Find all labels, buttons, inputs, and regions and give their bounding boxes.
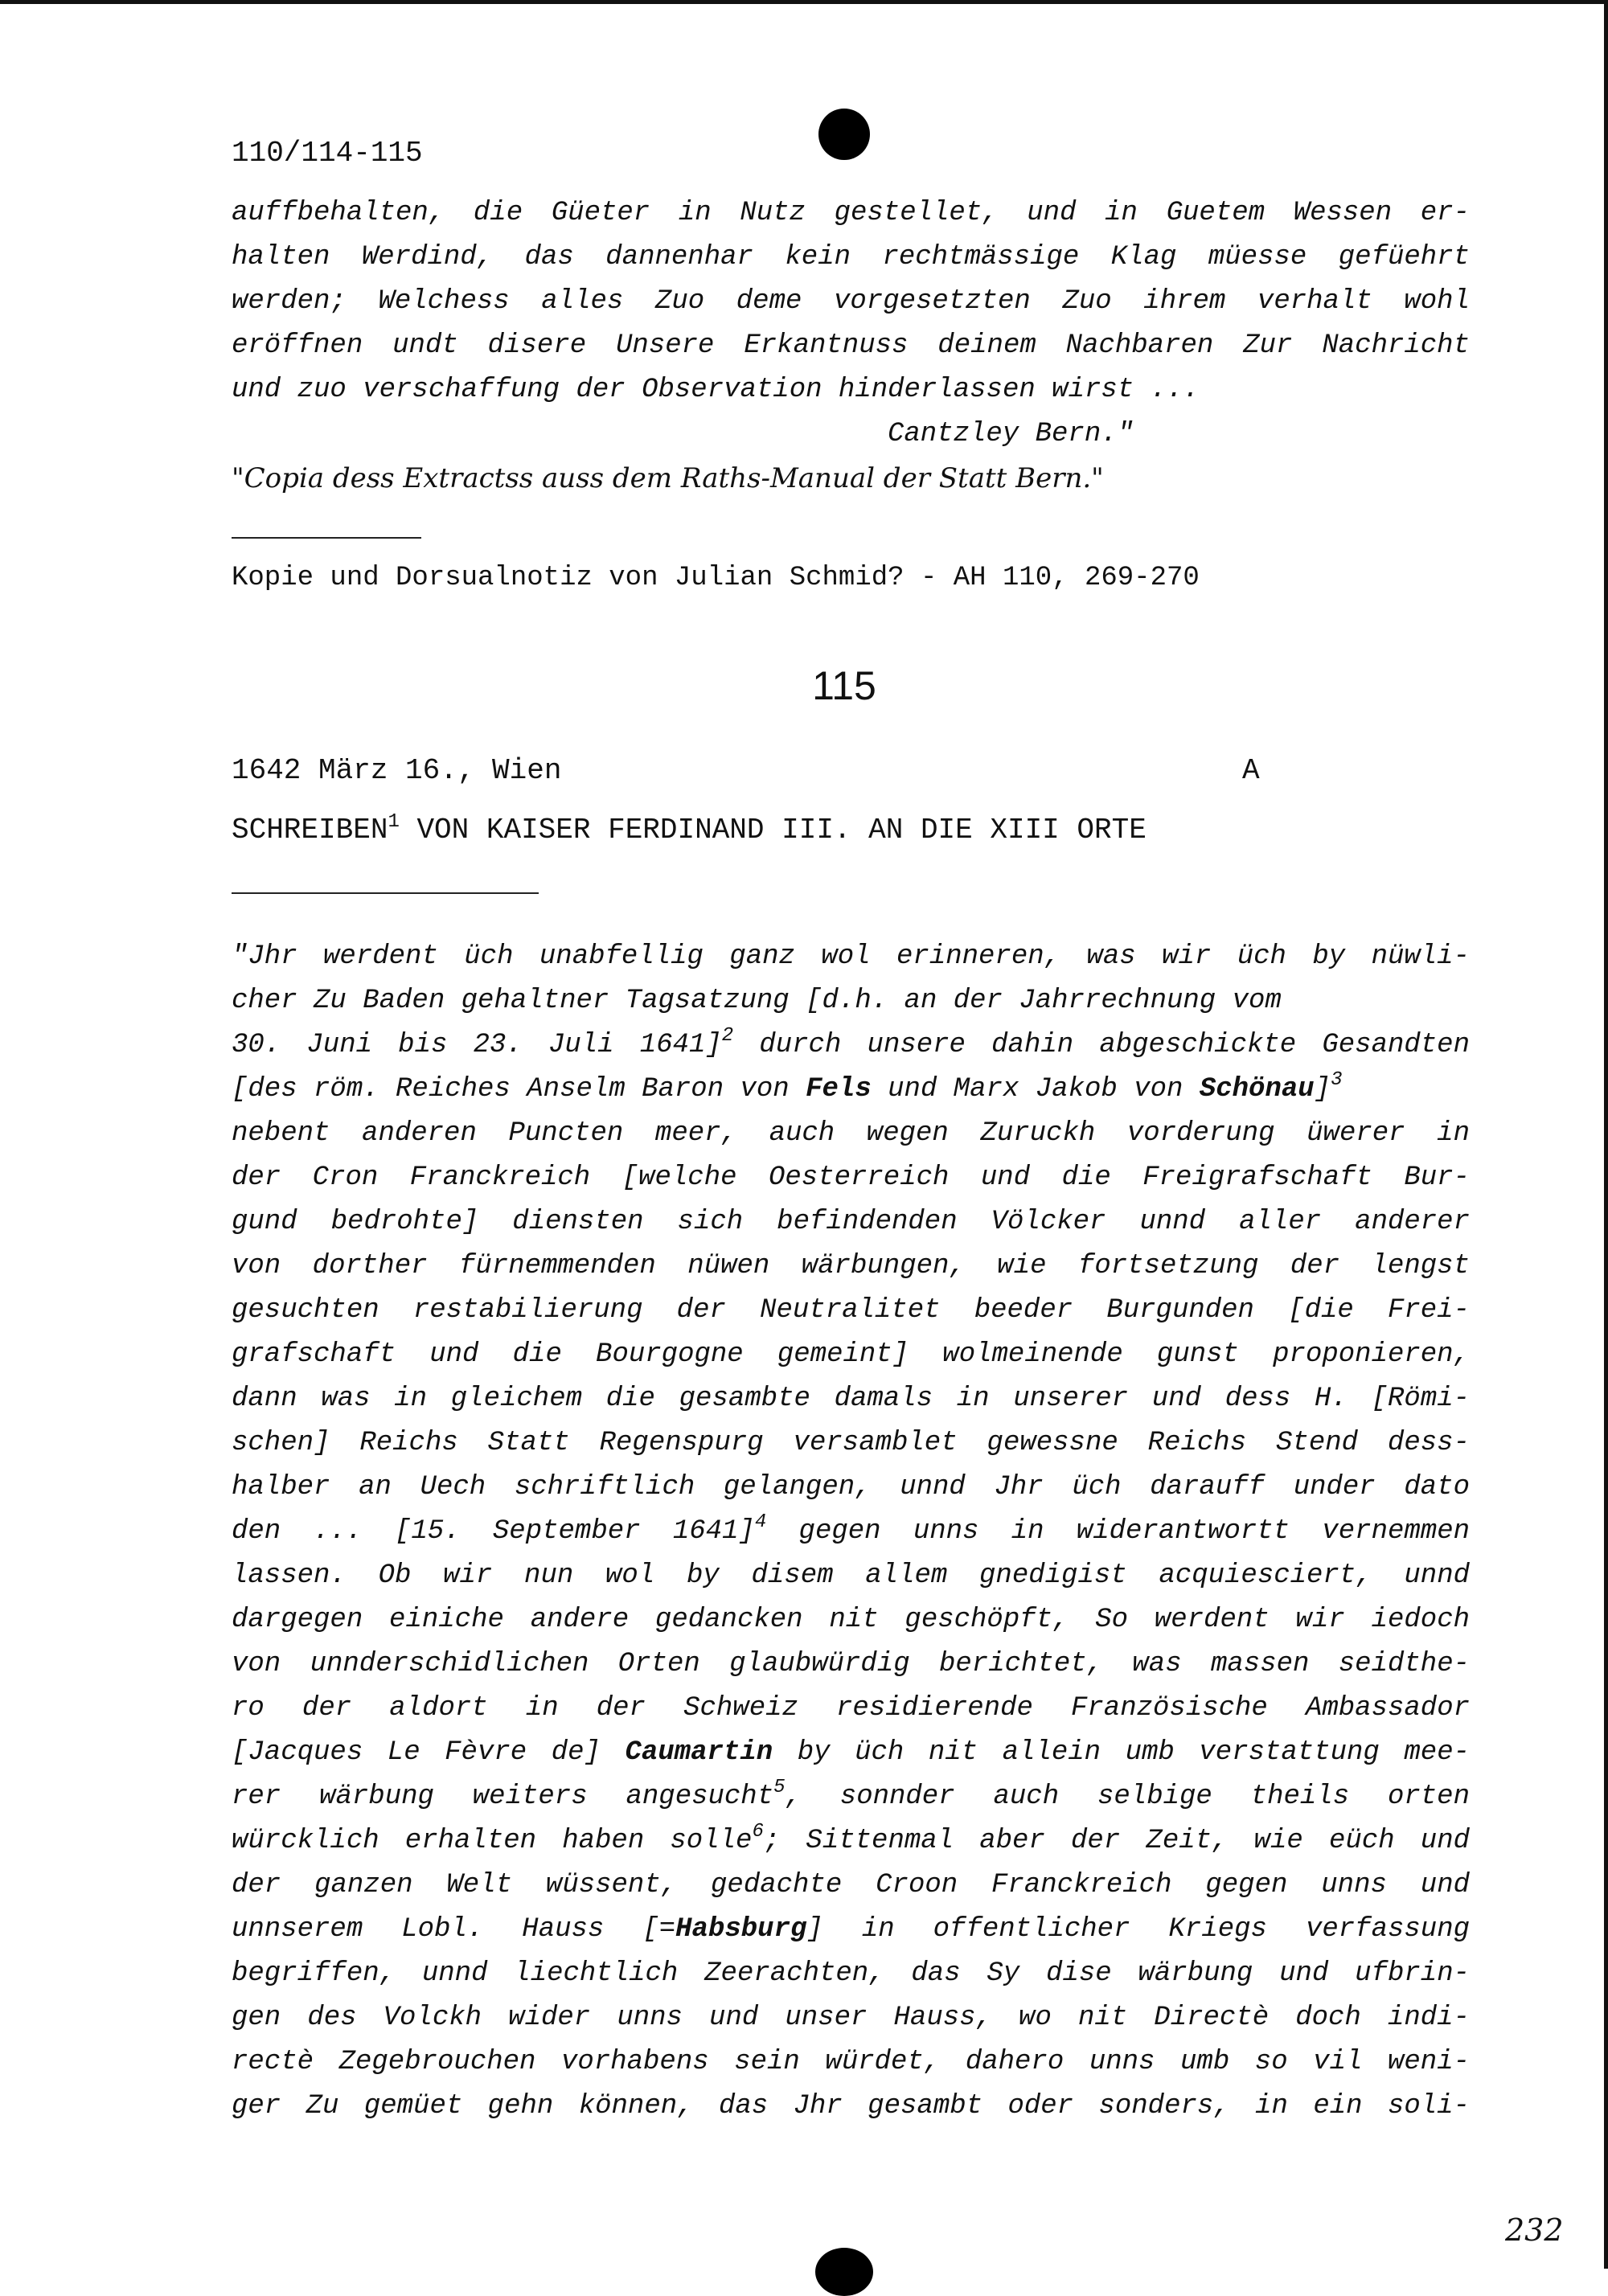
page-frame-right bbox=[1604, 0, 1608, 2269]
text-line: cher Zu Baden gehaltner Tagsatzung [d.h. an der Jahrrechnung vom bbox=[232, 986, 1282, 1016]
text-line: 30. Juni bis 23. Juli 1641]$^2$ durch unsere dahin abgeschickte Gesandten bbox=[232, 1025, 1470, 1060]
footnote-marker: 6 bbox=[752, 1821, 764, 1843]
text-line: von unnderschidlichen Orten glaubwürdig berichtet, was massen seidthe- bbox=[232, 1649, 1470, 1679]
text-line: ger Zu gemüet gehn können, das Jhr gesambt oder sonders, in ein soli- bbox=[232, 2091, 1470, 2122]
footnote-marker: 3 bbox=[1331, 1069, 1343, 1091]
page-frame-top bbox=[0, 0, 1608, 4]
text-line: begriffen, unnd liechtlich Zeerachten, das Sy dise wärbung und ufbrin- bbox=[232, 1958, 1470, 1989]
text-line: schen] Reichs Statt Regenspurg versamblet gewessne Reichs Stend dess- bbox=[232, 1428, 1470, 1458]
text-line: nebent anderen Puncten meer, auch wegen Zuruckh vorderung üwerer in bbox=[232, 1118, 1470, 1149]
text-line: dargegen einiche andere gedancken nit geschöpft, So werdent wir iedoch bbox=[232, 1605, 1470, 1635]
text-line: rer wärbung weiters angesucht$^5$, sonnder auch selbige theils orten bbox=[232, 1777, 1470, 1812]
handwritten-page-number: 232 bbox=[1505, 2212, 1564, 2248]
text-line: auffbehalten, die Güeter in Nutz gestellet, und in Guetem Wessen er- bbox=[232, 198, 1470, 228]
text-line: grafschaft und die Bourgogne gemeint] wolmeinende gunst proponieren, bbox=[232, 1339, 1470, 1370]
text-line: ro der aldort in der Schweiz residierende Französische Ambassador bbox=[232, 1693, 1470, 1724]
person-name: Caumartin bbox=[625, 1737, 773, 1768]
text-line: von dorther fürnemmenden nüwen wärbungen, wie fortsetzung der lengst bbox=[232, 1251, 1470, 1281]
footnote-marker: 1 bbox=[388, 811, 400, 833]
text-line: gesuchten restabilierung der Neutralitet beeder Burgunden [die Frei- bbox=[232, 1295, 1470, 1326]
source-note: Kopie und Dorsualnotiz von Julian Schmid? - AH 110, 269-270 bbox=[232, 563, 1200, 593]
text-line: rectè Zegebrouchen vorhabens sein würdet, dahero unns umb so vil weni- bbox=[232, 2047, 1470, 2077]
text-line: eröffnen undt disere Unsere Erkantnuss deinem Nachbaren Zur Nachricht bbox=[232, 330, 1470, 361]
text-line: werden; Welchess alles Zuo deme vorgesetzten Zuo ihrem verhalt wohl bbox=[232, 286, 1470, 317]
document-body bbox=[232, 935, 1470, 2129]
previous-document-text bbox=[232, 191, 1470, 501]
text-line: [des röm. Reiches Anselm Baron von Fels und Marx Jakob von Schönau]$^3$ bbox=[232, 1069, 1343, 1105]
place-name: Habsburg bbox=[675, 1914, 807, 1945]
document-date-place: 1642 März 16., Wien bbox=[232, 754, 562, 787]
footnote-marker: 5 bbox=[773, 1777, 786, 1798]
text-line: halber an Uech schriftlich gelangen, unnd Jhr üch darauff under dato bbox=[232, 1472, 1470, 1503]
text-line: gund bedrohte] diensten sich befindenden Völcker unnd aller anderer bbox=[232, 1207, 1470, 1237]
separator-rule bbox=[232, 892, 539, 894]
text-line: der ganzen Welt wüssent, gedachte Croon Franckreich gegen unns und bbox=[232, 1870, 1470, 1900]
person-name: Schönau bbox=[1199, 1074, 1315, 1105]
text-line: den ... [15. September 1641]$^4$ gegen unns in widerantwortt vernemmen bbox=[232, 1511, 1471, 1547]
punch-hole-bottom bbox=[815, 2248, 873, 2296]
text-line: und zuo verschaffung der Observation hinderlassen wirst ... bbox=[232, 375, 1200, 405]
person-name: Fels bbox=[806, 1074, 872, 1105]
text-line: würcklich erhalten haben solle$^6$; Sittenmal aber der Zeit, wie eüch und bbox=[232, 1821, 1470, 1856]
page-reference: 110/114-115 bbox=[232, 137, 423, 170]
text-line: [Jacques Le Fèvre de] Caumartin by üch nit allein umb verstattung mee- bbox=[232, 1737, 1470, 1768]
footnote-marker: 2 bbox=[721, 1025, 734, 1047]
text-line: halten Werdind, das dannenhar kein rechtmässige Klag müesse gefüehrt bbox=[232, 242, 1470, 273]
footnote-marker: 4 bbox=[754, 1511, 767, 1533]
text-line: dann was in gleichem die gesambte damals in unserer und dess H. [Römi- bbox=[232, 1384, 1470, 1414]
document-title: SCHREIBEN$^1$ VON KAISER FERDINAND III. AN DIE XIII ORTE bbox=[232, 811, 1147, 847]
archive-mark: A bbox=[1242, 754, 1260, 787]
text-line: gen des Volckh wider unns und unser Hauss, wo nit Directè doch indi- bbox=[232, 2003, 1470, 2033]
signature: Cantzley Bern." bbox=[888, 419, 1134, 449]
punch-hole-top bbox=[818, 109, 870, 160]
text-line: der Cron Franckreich [welche Oesterreich und die Freigrafschaft Bur- bbox=[232, 1162, 1470, 1193]
copy-note: "Copia dess Extractss auss dem Raths-Manual der Statt Bern." bbox=[232, 462, 1104, 494]
text-line: "Jhr werdent üch unabfellig ganz wol erinneren, was wir üch by nüwli- bbox=[232, 941, 1470, 972]
text-line: lassen. Ob wir nun wol by disem allem gnedigist acquiesciert, unnd bbox=[232, 1560, 1470, 1591]
document-number: 115 bbox=[812, 663, 876, 708]
separator-rule bbox=[232, 537, 421, 539]
text-line: unnserem Lobl. Hauss [=Habsburg] in offentlicher Kriegs verfassung bbox=[232, 1914, 1470, 1945]
